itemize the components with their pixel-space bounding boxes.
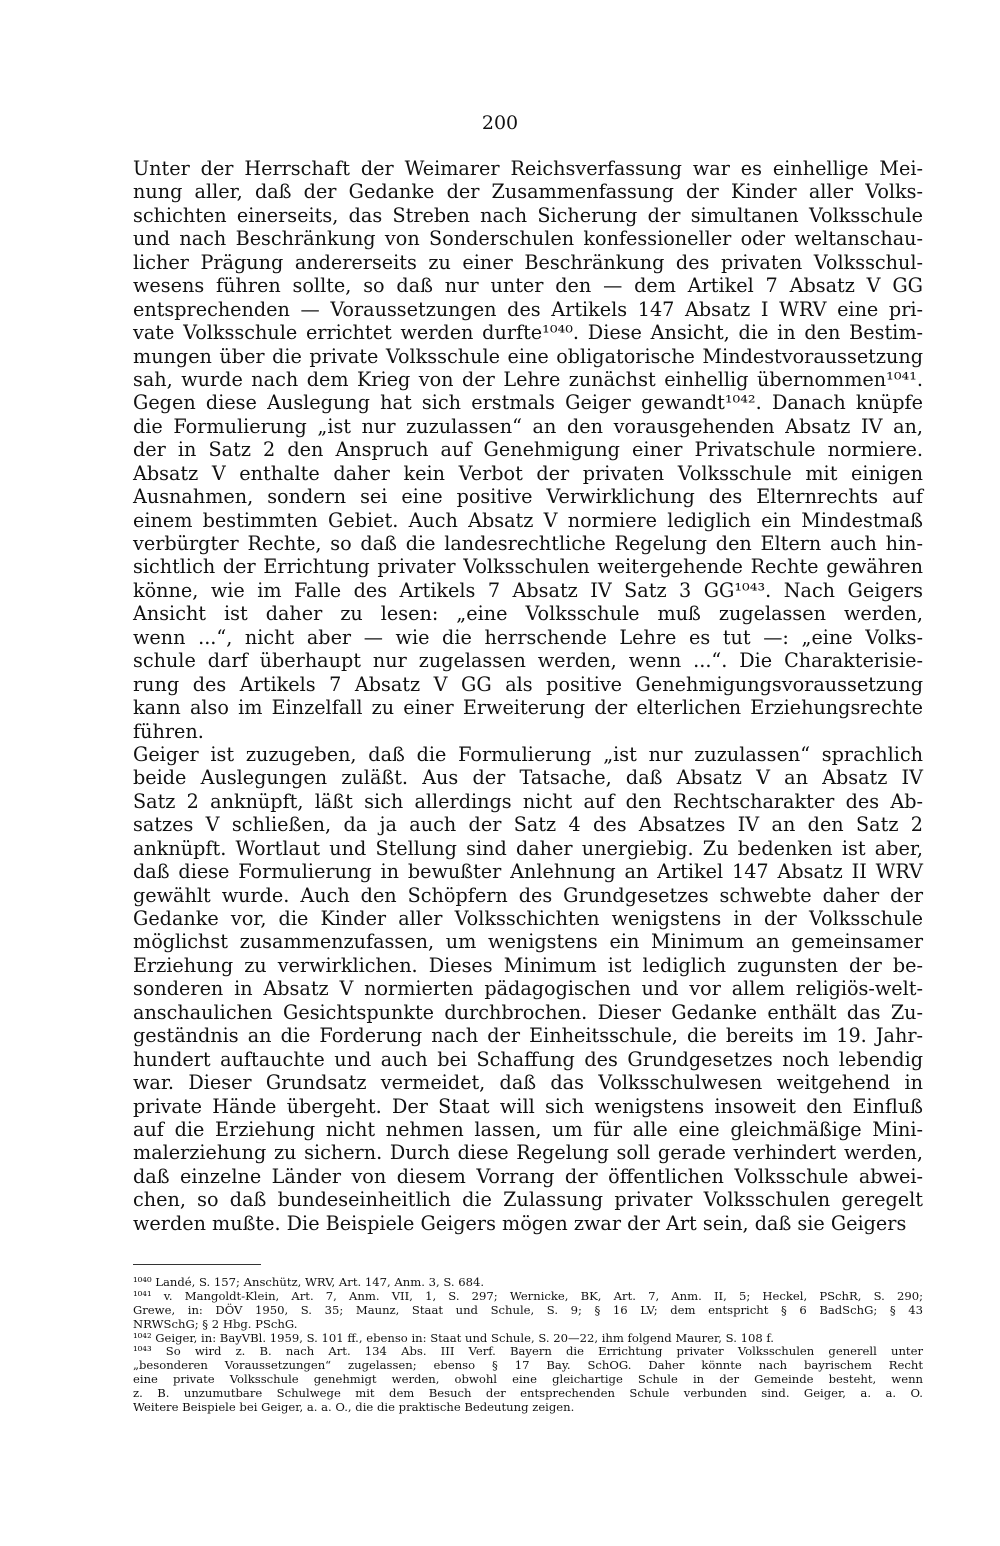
body-text-line: licher Prägung andererseits zu einer Beschränkung des privaten Volksschul- [133, 250, 923, 274]
body-text-line: chen, so daß bundeseinheitlich die Zulassung privater Volksschulen geregelt [133, 1188, 923, 1212]
body-text-line: Ansicht ist daher zu lesen: „eine Volksschule muß zugelassen werden, [133, 602, 923, 626]
body-text-line: verbürgter Rechte, so daß die landesrechtliche Regelung den Eltern auch hin- [133, 532, 923, 555]
body-text-line: der in Satz 2 den Anspruch auf Genehmigung einer Privatschule normiere. [133, 438, 923, 462]
body-text-line: anknüpft. Wortlaut und Stellung sind daher unergiebig. Zu bedenken ist aber, [133, 836, 923, 860]
body-text-line: sonderen in Absatz V normierten pädagogischen und vor allem religiös-welt- [133, 977, 923, 1001]
body-text-line: Erziehung zu verwirklichen. Dieses Minimum ist lediglich zugunsten der be- [133, 953, 923, 977]
body-text-line: Absatz V enthalte daher kein Verbot der privaten Volksschule mit einigen [133, 461, 923, 485]
body-text-line: gewählt wurde. Auch den Schöpfern des Grundgesetzes schwebte daher der [133, 883, 923, 907]
footnote-line: eine private Volksschule genehmigt werden, obwohl eine gleichartige Schule in der Gemeinde besteht, wenn [133, 1372, 923, 1387]
footnotes [133, 1276, 923, 1415]
footnote-line: ¹⁰⁴² Geiger, in: BayVBl. 1959, S. 101 ff., ebenso in: Staat und Schule, S. 20—22, ihm folgend Maurer, S. 108 f. [133, 1330, 774, 1345]
body-text-line: möglichst zusammenzufassen, um wenigstens ein Minimum an gemeinsamer [133, 930, 923, 954]
body-text-line: nung aller, daß der Gedanke der Zusammenfassung der Kinder aller Volks- [133, 180, 923, 204]
body-text-line: schichten einerseits, das Streben nach Sicherung der simultanen Volksschule [133, 203, 923, 227]
footnote-divider [133, 1264, 261, 1265]
body-text-line: daß diese Formulierung in bewußter Anlehnung an Artikel 147 Absatz II WRV [133, 860, 923, 884]
body-text-line: kann also im Einzelfall zu einer Erweiterung der elterlichen Erziehungsrechte [133, 696, 923, 720]
body-text-line: führen. [133, 719, 204, 743]
body-text-line: sichtlich der Errichtung privater Volksschulen weitergehende Rechte gewähren [133, 555, 923, 579]
body-text-line: vate Volksschule errichtet werden durfte¹⁰⁴⁰. Diese Ansicht, die in den Bestim- [133, 321, 923, 345]
body-text-line: sah, wurde nach dem Krieg von der Lehre zunächst einhellig übernommen¹⁰⁴¹. [133, 367, 923, 391]
body-text-line: Gedanke vor, die Kinder aller Volksschichten wenigstens in der Volksschule [133, 907, 923, 930]
body-text-line: Satz 2 anknüpft, läßt sich allerdings nicht auf den Rechtscharakter des Ab- [133, 789, 923, 813]
footnote-line: Grewe, in: DÖV 1950, S. 35; Maunz, Staat und Schule, S. 9; § 16 LV; dem entspricht § 6 BadSchG; § 43 [133, 1302, 923, 1317]
body-text-line: entsprechenden — Voraussetzungen des Artikels 147 Absatz I WRV eine pri- [133, 297, 923, 321]
footnote-line: Weitere Beispiele bei Geiger, a. a. O., die die praktische Bedeutung zeigen. [133, 1400, 575, 1415]
body-text-line: Unter der Herrschaft der Weimarer Reichsverfassung war es einhellige Mei- [133, 157, 923, 180]
body-text-line: einem bestimmten Gebiet. Auch Absatz V normiere lediglich ein Mindestmaß [133, 508, 923, 532]
body-text-line: hundert auftauchte und auch bei Schaffung des Grundgesetzes noch lebendig [133, 1047, 923, 1071]
body-text-line: Ausnahmen, sondern sei eine positive Verwirklichung des Elternrechts auf [133, 485, 923, 509]
body-text-line: mungen über die private Volksschule eine obligatorische Mindestvoraussetzung [133, 344, 923, 368]
body-text-line: war. Dieser Grundsatz vermeidet, daß das Volksschulwesen weitgehend in [133, 1071, 923, 1095]
body-text-line: anschaulichen Gesichtspunkte durchbrochen. Dieser Gedanke enthält das Zu- [133, 1000, 923, 1024]
body-text-line: daß einzelne Länder von diesem Vorrang der öffentlichen Volksschule abwei- [133, 1164, 923, 1188]
footnote-line: z. B. unzumutbare Schulwege mit dem Besuch der entsprechenden Schule verbunden sind. Geiger, a. a. O. [133, 1386, 923, 1401]
footnote-line: ¹⁰⁴⁰ Landé, S. 157; Anschütz, WRV, Art. 147, Anm. 3, S. 684. [133, 1275, 485, 1289]
body-text-line: malerziehung zu sichern. Durch diese Regelung soll gerade verhindert werden, [133, 1141, 923, 1165]
body-text-line: private Hände übergeht. Der Staat will sich wenigstens insoweit den Einfluß [133, 1094, 923, 1118]
body-text-line: könne, wie im Falle des Artikels 7 Absatz IV Satz 3 GG¹⁰⁴³. Nach Geigers [133, 578, 923, 602]
body-text-line: beide Auslegungen zuläßt. Aus der Tatsache, daß Absatz V an Absatz IV [133, 766, 923, 790]
body-text-line: Gegen diese Auslegung hat sich erstmals Geiger gewandt¹⁰⁴². Danach knüpfe [133, 391, 923, 415]
body-text [133, 157, 923, 1235]
body-text-line: wesens führen sollte, so daß nur unter den — dem Artikel 7 Absatz V GG [133, 274, 923, 298]
footnote-line: NRWSchG; § 2 Hbg. PSchG. [133, 1316, 298, 1331]
body-text-line: auf die Erziehung nicht nehmen lassen, um für alle eine gleichmäßige Mini- [133, 1117, 923, 1141]
page-number: 200 [481, 112, 519, 134]
body-text-line: wenn ...“, nicht aber — wie die herrschende Lehre es tut —: „eine Volks- [133, 625, 923, 649]
body-text-line: Geiger ist zuzugeben, daß die Formulierung „ist nur zuzulassen“ sprachlich [133, 742, 923, 766]
body-text-line: schule darf überhaupt nur zugelassen werden, wenn ...“. Die Charakterisie- [133, 649, 923, 673]
body-text-line: die Formulierung „ist nur zuzulassen“ an den vorausgehenden Absatz IV an, [133, 414, 923, 438]
footnote-line: ¹⁰⁴¹ v. Mangoldt-Klein, Art. 7, Anm. VII, 1, S. 297; Wernicke, BK, Art. 7, Anm. II, 5; Heckel, PSchR, S. 290; [133, 1288, 923, 1303]
body-text-line: satzes V schließen, da ja auch der Satz 4 des Absatzes IV an den Satz 2 [133, 813, 923, 837]
body-text-line: rung des Artikels 7 Absatz V GG als positive Genehmigungsvoraussetzung [133, 672, 923, 696]
body-text-line: geständnis an die Forderung nach der Einheitsschule, die bereits im 19. Jahr- [133, 1024, 923, 1048]
footnote-line: ¹⁰⁴³ So wird z. B. nach Art. 134 Abs. III Verf. Bayern die Errichtung privater Volksschulen generell unter [133, 1344, 923, 1359]
body-text-line: werden mußte. Die Beispiele Geigers mögen zwar der Art sein, daß sie Geigers [133, 1211, 907, 1235]
body-text-line: und nach Beschränkung von Sonderschulen konfessioneller oder weltanschau- [133, 227, 923, 251]
footnote-line: „besonderen Voraussetzungen“ zugelassen; ebenso § 17 Bay. SchOG. Daher könnte nach bayrischem Recht [133, 1358, 923, 1373]
